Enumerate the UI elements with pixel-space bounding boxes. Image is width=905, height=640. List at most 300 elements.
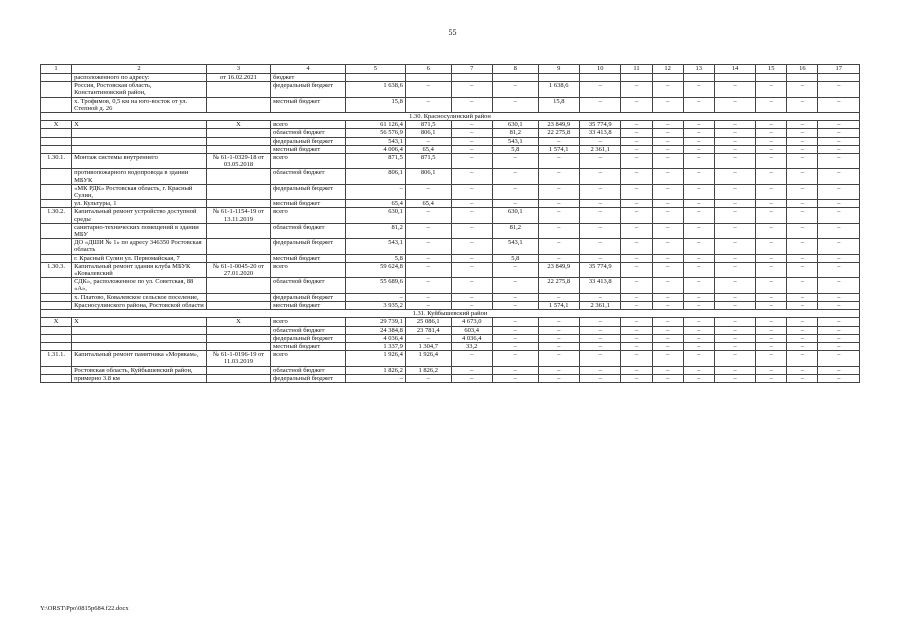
table-cell: областной бюджет	[271, 278, 346, 293]
table-cell: местный бюджет	[271, 301, 346, 309]
table-cell: –	[683, 145, 714, 153]
table-cell: –	[492, 326, 538, 334]
table-cell	[206, 82, 270, 97]
table-cell: федеральный бюджет	[271, 82, 346, 97]
table-cell: –	[580, 223, 621, 238]
table-cell: –	[714, 129, 755, 137]
table-cell: Красносулинского района, Ростовской области	[72, 301, 207, 309]
table-cell: –	[652, 374, 683, 382]
table-cell: –	[652, 145, 683, 153]
table-cell: 1 638,6	[538, 82, 579, 97]
table-cell: –	[492, 366, 538, 374]
table-cell: –	[538, 366, 579, 374]
table-cell: –	[818, 239, 860, 254]
table-cell: 1 574,1	[538, 301, 579, 309]
table-cell: –	[580, 239, 621, 254]
table-cell: –	[621, 223, 652, 238]
table-cell: –	[683, 351, 714, 366]
table-cell: местный бюджет	[271, 200, 346, 208]
table-cell: –	[492, 169, 538, 184]
table-cell: –	[818, 301, 860, 309]
section-title: 1.30. Красносулинский район	[41, 113, 860, 121]
table-cell	[41, 145, 72, 153]
table-cell: –	[492, 351, 538, 366]
table-cell: –	[621, 129, 652, 137]
table-cell: –	[492, 342, 538, 350]
header-cell: 4	[271, 65, 346, 74]
table-cell: –	[405, 208, 451, 223]
table-cell	[492, 74, 538, 82]
table-cell: 806,1	[405, 169, 451, 184]
table-cell: –	[580, 326, 621, 334]
table-cell	[787, 74, 818, 82]
table-cell: –	[756, 137, 787, 145]
table-cell: –	[538, 334, 579, 342]
table-cell: 630,1	[345, 208, 405, 223]
section-row	[41, 310, 860, 318]
table-cell: –	[492, 278, 538, 293]
table-cell: 871,5	[405, 154, 451, 169]
table-cell: 1 574,1	[538, 145, 579, 153]
table-cell: –	[818, 278, 860, 293]
table-cell: 15,8	[538, 97, 579, 112]
table-cell: –	[683, 121, 714, 129]
table-cell: –	[492, 334, 538, 342]
table-cell: –	[818, 200, 860, 208]
table-cell	[72, 129, 207, 137]
table-cell: –	[683, 208, 714, 223]
table-cell: –	[714, 334, 755, 342]
table-cell: Х	[206, 121, 270, 129]
table-cell	[206, 366, 270, 374]
table-cell: –	[787, 342, 818, 350]
table-cell: х. Трофимов, 0,5 км на юго-восток от ул. Степной д. 26	[72, 97, 207, 112]
table-cell: –	[714, 208, 755, 223]
table-cell: –	[756, 318, 787, 326]
header-cell: 9	[538, 65, 579, 74]
table-cell: 15,8	[345, 97, 405, 112]
table-cell: –	[714, 374, 755, 382]
table-cell: –	[756, 208, 787, 223]
table-cell: –	[451, 293, 492, 301]
table-cell: 871,5	[405, 121, 451, 129]
table-cell: –	[492, 293, 538, 301]
table-cell: –	[714, 121, 755, 129]
table-cell: –	[621, 169, 652, 184]
table-cell: –	[818, 374, 860, 382]
table-cell: –	[756, 351, 787, 366]
table-cell	[206, 223, 270, 238]
table-cell	[206, 278, 270, 293]
table-cell: –	[787, 374, 818, 382]
table-cell: Х	[41, 121, 72, 129]
table-cell: –	[538, 223, 579, 238]
table-cell: всего	[271, 262, 346, 277]
table-cell: 630,1	[492, 208, 538, 223]
table-cell: Х	[72, 121, 207, 129]
table-cell: –	[787, 129, 818, 137]
table-cell: –	[580, 200, 621, 208]
header-cell: 13	[683, 65, 714, 74]
table-cell: 35 774,9	[580, 121, 621, 129]
table-cell: –	[683, 342, 714, 350]
table-row	[41, 184, 860, 199]
table-cell: от 16.02.2021	[206, 74, 270, 82]
table-cell: –	[756, 301, 787, 309]
table-cell: –	[451, 374, 492, 382]
table-cell: –	[818, 137, 860, 145]
table-cell	[41, 301, 72, 309]
table-cell: –	[787, 82, 818, 97]
header-cell: 1	[41, 65, 72, 74]
table-cell: –	[538, 326, 579, 334]
table-cell: всего	[271, 154, 346, 169]
table-cell: федеральный бюджет	[271, 334, 346, 342]
table-cell	[206, 342, 270, 350]
table-cell	[72, 334, 207, 342]
table-cell: –	[580, 208, 621, 223]
table-cell: –	[652, 137, 683, 145]
table-cell	[206, 374, 270, 382]
table-cell: –	[405, 254, 451, 262]
table-cell: –	[818, 293, 860, 301]
table-cell: –	[818, 366, 860, 374]
table-cell: –	[580, 342, 621, 350]
table-cell: –	[818, 82, 860, 97]
table-row	[41, 239, 860, 254]
table-cell: 22 275,8	[538, 129, 579, 137]
table-cell: –	[580, 334, 621, 342]
table-cell: Х	[206, 318, 270, 326]
table-cell: областной бюджет	[271, 366, 346, 374]
table-cell: –	[621, 278, 652, 293]
table-cell: –	[714, 342, 755, 350]
table-cell: Х	[72, 318, 207, 326]
table-cell: федеральный бюджет	[271, 374, 346, 382]
table-cell	[41, 254, 72, 262]
table-cell	[206, 97, 270, 112]
table-cell: –	[621, 262, 652, 277]
table-cell	[652, 74, 683, 82]
header-cell: 15	[756, 65, 787, 74]
table-cell: –	[714, 154, 755, 169]
table-cell: –	[818, 208, 860, 223]
table-cell: –	[714, 278, 755, 293]
table-cell: –	[787, 254, 818, 262]
table-cell: –	[652, 342, 683, 350]
table-cell: всего	[271, 318, 346, 326]
table-cell: –	[580, 254, 621, 262]
table-cell: –	[405, 262, 451, 277]
table-cell: –	[652, 200, 683, 208]
table-cell: –	[818, 97, 860, 112]
table-cell: –	[492, 97, 538, 112]
table-cell: –	[714, 184, 755, 199]
table-cell	[41, 184, 72, 199]
table-cell: –	[818, 342, 860, 350]
table-cell: –	[538, 239, 579, 254]
table-cell: 33,2	[451, 342, 492, 350]
table-row	[41, 82, 860, 97]
table-cell: –	[580, 366, 621, 374]
table-cell: –	[787, 301, 818, 309]
table-cell: областной бюджет	[271, 169, 346, 184]
table-cell: –	[652, 301, 683, 309]
table-cell: –	[652, 293, 683, 301]
table-cell: примерно 3.8 км	[72, 374, 207, 382]
table-row	[41, 262, 860, 277]
table-cell: –	[756, 97, 787, 112]
table-cell: –	[621, 82, 652, 97]
table-cell	[206, 239, 270, 254]
table-cell: –	[683, 262, 714, 277]
table-cell: –	[787, 351, 818, 366]
table-cell: –	[683, 374, 714, 382]
table-cell: –	[756, 184, 787, 199]
table-cell: –	[683, 326, 714, 334]
header-cell: 16	[787, 65, 818, 74]
table-cell: –	[538, 154, 579, 169]
table-cell: № 61-1-0196-19 от 11.03.2019	[206, 351, 270, 366]
table-cell: –	[818, 223, 860, 238]
table-cell: –	[714, 97, 755, 112]
table-row	[41, 74, 860, 82]
table-cell: –	[621, 301, 652, 309]
table-cell: –	[756, 366, 787, 374]
table-cell: –	[405, 223, 451, 238]
table-cell: –	[756, 326, 787, 334]
table-cell: –	[580, 184, 621, 199]
header-cell: 10	[580, 65, 621, 74]
table-row	[41, 97, 860, 112]
table-cell: х. Платово, Ковалевское сельское поселение,	[72, 293, 207, 301]
table-cell: –	[756, 374, 787, 382]
table-cell: –	[621, 351, 652, 366]
table-cell: Капитальный ремонт здания клуба МБУК «Ковалевский	[72, 262, 207, 277]
table-cell: –	[683, 334, 714, 342]
table-cell	[683, 74, 714, 82]
table-cell: –	[756, 278, 787, 293]
table-cell: бюджет	[271, 74, 346, 82]
table-row	[41, 121, 860, 129]
table-cell: федеральный бюджет	[271, 184, 346, 199]
table-row	[41, 374, 860, 382]
table-cell: –	[652, 351, 683, 366]
table-cell: –	[652, 129, 683, 137]
table-cell: –	[621, 145, 652, 153]
table-cell: –	[621, 184, 652, 199]
header-cell: 12	[652, 65, 683, 74]
table-cell: –	[714, 366, 755, 374]
table-cell: –	[538, 208, 579, 223]
table-cell: 1 926,4	[345, 351, 405, 366]
table-cell	[41, 239, 72, 254]
table-cell: –	[621, 154, 652, 169]
table-cell: –	[787, 326, 818, 334]
table-cell: –	[451, 82, 492, 97]
table-cell: –	[787, 278, 818, 293]
table-cell: ул. Культуры, 1	[72, 200, 207, 208]
table-cell	[41, 278, 72, 293]
table-cell	[206, 254, 270, 262]
table-cell: 1.31.1.	[41, 351, 72, 366]
table-cell: –	[621, 366, 652, 374]
table-cell: № 61-1-0329-18 от 03.05.2018	[206, 154, 270, 169]
table-cell	[41, 342, 72, 350]
table-cell	[451, 74, 492, 82]
table-cell: федеральный бюджет	[271, 239, 346, 254]
table-cell	[818, 74, 860, 82]
table-cell: –	[818, 145, 860, 153]
table-row	[41, 293, 860, 301]
table-cell: –	[538, 351, 579, 366]
table-cell: –	[683, 318, 714, 326]
section-row	[41, 113, 860, 121]
table-cell	[41, 129, 72, 137]
table-cell: всего	[271, 121, 346, 129]
table-cell: –	[492, 200, 538, 208]
table-cell: 4 036,4	[345, 334, 405, 342]
table-cell: 5,8	[492, 145, 538, 153]
table-cell: –	[818, 184, 860, 199]
table-cell: 1 826,2	[405, 366, 451, 374]
table-cell: –	[405, 137, 451, 145]
table-cell: Х	[41, 318, 72, 326]
table-cell: –	[538, 200, 579, 208]
table-cell: –	[405, 334, 451, 342]
table-cell: –	[818, 326, 860, 334]
table-cell: –	[756, 154, 787, 169]
table-cell: 23 849,9	[538, 121, 579, 129]
table-cell	[621, 74, 652, 82]
table-cell: 871,5	[345, 154, 405, 169]
table-cell: 65,4	[405, 200, 451, 208]
table-cell: –	[756, 262, 787, 277]
table-cell: –	[652, 278, 683, 293]
table-cell	[206, 184, 270, 199]
table-cell: 2 361,1	[580, 301, 621, 309]
table-cell: –	[756, 342, 787, 350]
table-cell: –	[580, 97, 621, 112]
table-row	[41, 208, 860, 223]
header-cell: 7	[451, 65, 492, 74]
table-cell: –	[683, 254, 714, 262]
table-cell: –	[621, 239, 652, 254]
table-cell	[41, 137, 72, 145]
header-cell: 6	[405, 65, 451, 74]
table-cell: –	[621, 374, 652, 382]
table-cell: 61 126,4	[345, 121, 405, 129]
table-cell: 630,1	[492, 121, 538, 129]
table-cell: 806,1	[405, 129, 451, 137]
table-cell: –	[683, 129, 714, 137]
table-cell: –	[714, 223, 755, 238]
table-cell: –	[652, 318, 683, 326]
table-cell: 23 781,4	[405, 326, 451, 334]
table-cell: противопожарного водопровода в здании МБУК	[72, 169, 207, 184]
table-cell: 4 673,0	[451, 318, 492, 326]
table-cell: –	[787, 200, 818, 208]
table-cell: 4 006,4	[345, 145, 405, 153]
table-cell	[206, 145, 270, 153]
table-cell: –	[652, 334, 683, 342]
table-cell: –	[714, 82, 755, 97]
table-cell: 1 304,7	[405, 342, 451, 350]
table-cell: –	[756, 145, 787, 153]
table-cell: 59 624,8	[345, 262, 405, 277]
table-cell: –	[756, 334, 787, 342]
table-cell: –	[756, 200, 787, 208]
table-cell: –	[787, 121, 818, 129]
table-cell: –	[787, 97, 818, 112]
table-cell: 1 638,6	[345, 82, 405, 97]
table-cell: –	[405, 97, 451, 112]
table-cell: –	[787, 239, 818, 254]
table-cell: –	[818, 169, 860, 184]
table-cell	[41, 82, 72, 97]
section-title: 1.31. Куйбышевский район	[41, 310, 860, 318]
table-cell: –	[621, 318, 652, 326]
table-cell: 33 413,8	[580, 278, 621, 293]
table-cell: 81,2	[345, 223, 405, 238]
table-cell: –	[714, 351, 755, 366]
table-cell: СДК», расположенное по ул. Советская, 88 «А»,	[72, 278, 207, 293]
table-row	[41, 145, 860, 153]
table-cell: федеральный бюджет	[271, 293, 346, 301]
table-cell: –	[818, 334, 860, 342]
table-cell	[206, 169, 270, 184]
table-cell: санитарно-технических помещений в здании МБУ	[72, 223, 207, 238]
table-cell: –	[714, 137, 755, 145]
table-cell	[206, 326, 270, 334]
table-cell	[41, 74, 72, 82]
table-cell: Капитальный ремонт памятника «Морякам»,	[72, 351, 207, 366]
table-cell: –	[652, 154, 683, 169]
table-cell: местный бюджет	[271, 254, 346, 262]
table-cell: –	[683, 366, 714, 374]
table-row	[41, 200, 860, 208]
table-cell: –	[787, 262, 818, 277]
table-row	[41, 137, 860, 145]
table-cell: –	[451, 154, 492, 169]
table-cell: –	[345, 293, 405, 301]
table-cell: –	[451, 145, 492, 153]
table-cell: ДО «ДШИ № 1» по адресу 346350 Ростовская область	[72, 239, 207, 254]
table-cell: –	[538, 137, 579, 145]
table-cell	[72, 145, 207, 153]
table-cell: –	[580, 137, 621, 145]
table-cell: Россия, Ростовская область, Константиновский район,	[72, 82, 207, 97]
table-cell: –	[580, 154, 621, 169]
table-cell: № 61-1-1154-19 от 13.11.2019	[206, 208, 270, 223]
table-cell: 543,1	[345, 137, 405, 145]
table-cell: –	[652, 223, 683, 238]
table-cell: –	[787, 137, 818, 145]
table-row	[41, 366, 860, 374]
footer-path: Y:\ORST\Ppo\0815p684.f22.docx	[40, 605, 129, 612]
table-cell: –	[405, 293, 451, 301]
table-cell: –	[345, 184, 405, 199]
table-cell	[41, 200, 72, 208]
table-row	[41, 318, 860, 326]
table-cell: –	[405, 278, 451, 293]
table-row	[41, 326, 860, 334]
table-cell: –	[451, 366, 492, 374]
table-cell: –	[451, 254, 492, 262]
table-cell: г. Красный Сулин ул. Первомайская, 7	[72, 254, 207, 262]
table-cell: 56 576,9	[345, 129, 405, 137]
table-cell: –	[787, 154, 818, 169]
